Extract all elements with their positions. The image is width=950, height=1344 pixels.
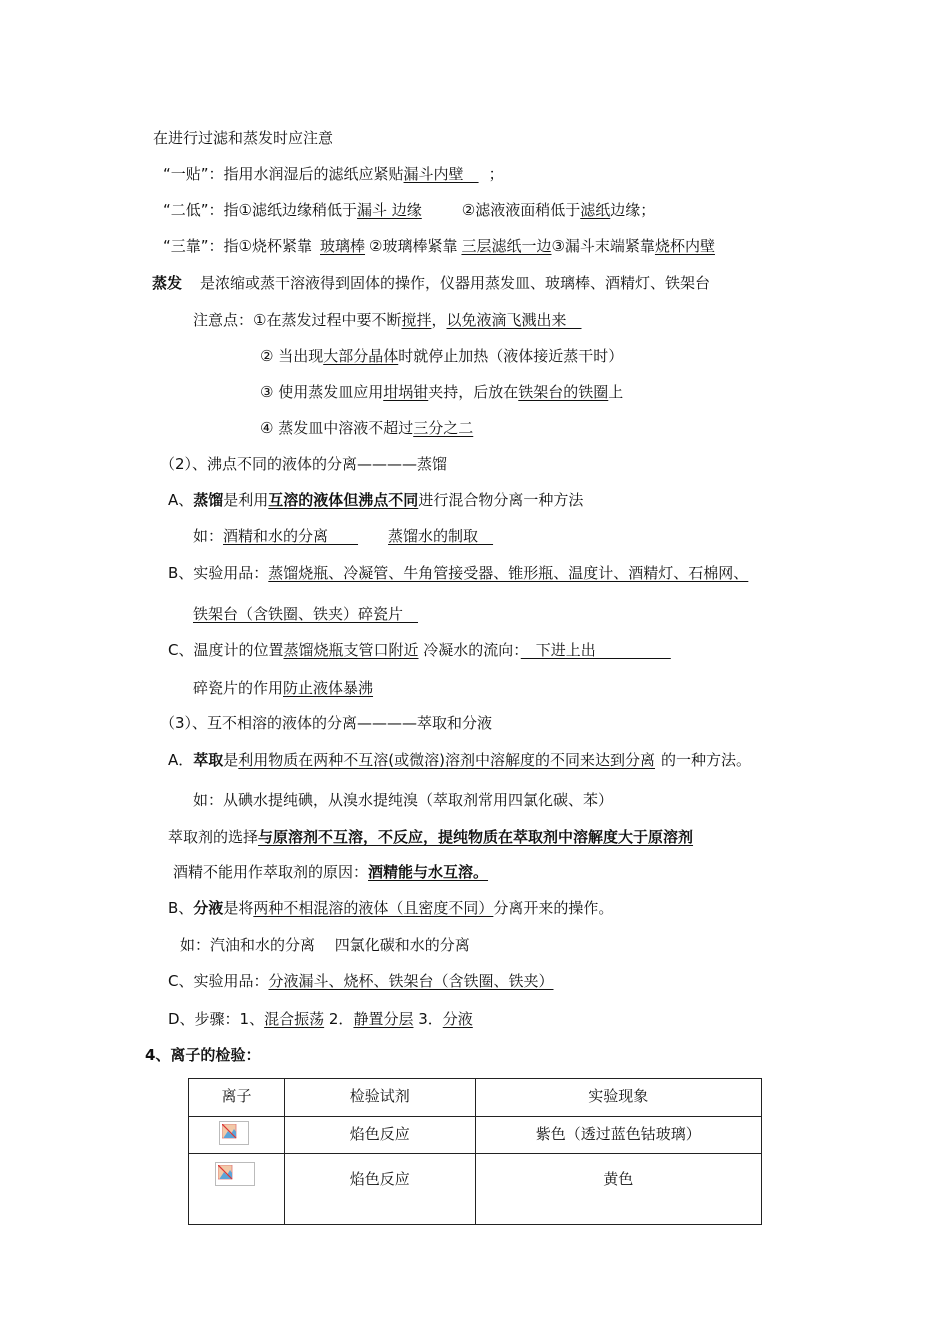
evap-note-2 <box>260 346 623 366</box>
distill-c-answer-1: 蒸馏烧瓶支管口附近 <box>283 641 419 659</box>
sankao-mid-1: ②玻璃棒紧靠 <box>369 237 458 255</box>
evap-note-2-answer: 大部分晶体 <box>323 347 399 365</box>
extract-choice-prefix: 萃取剂的选择 <box>168 828 259 846</box>
evap-note-1-answer-2: 以免液滴飞溅出来 <box>446 311 582 329</box>
distill-c-prefix: C、温度计的位置 <box>168 641 284 659</box>
distill-c-mid: 冷凝水的流向： <box>418 641 521 659</box>
distill-term: 蒸馏 <box>193 491 224 509</box>
distill-b2 <box>193 604 418 624</box>
yitie-prefix: “一贴”：指用水润湿后的滤纸应紧贴 <box>163 165 404 183</box>
extract-a <box>168 750 751 770</box>
extract-d-answer-1: 混合振荡 <box>264 1010 325 1028</box>
distill-c2 <box>193 678 373 698</box>
evap-note-2-suffix: 时就停止加热（液体接近蒸干时） <box>398 347 624 365</box>
broken-image-icon <box>215 1162 255 1186</box>
separation-term: 分液 <box>193 899 224 917</box>
erdi-mid: ②滤液液面稍低于 <box>461 201 581 219</box>
evap-note-1 <box>193 310 582 330</box>
evap-note-3-answer-1: 坩埚钳 <box>383 383 429 401</box>
sankao-answer-2: 三层滤纸一边 <box>461 237 552 255</box>
erdi-answer-2: 滤纸 <box>580 201 611 219</box>
ions-heading: 4、离子的检验： <box>145 1046 261 1064</box>
extract-b-suffix: 分离开来的操作。 <box>493 899 614 917</box>
distill-c2-answer: 防止液体暴沸 <box>283 679 374 697</box>
extract-b-prefix: B、 <box>168 899 194 917</box>
erdi-prefix: “二低”：指①滤纸边缘稍低于 <box>163 201 357 219</box>
extract-c-answer: 分液漏斗、烧杯、铁架台（含铁圈、铁夹） <box>268 972 554 990</box>
broken-image-icon <box>219 1121 249 1145</box>
distill-heading: （2）、沸点不同的液体的分离————蒸馏 <box>160 455 448 473</box>
extract-example: 如：从碘水提纯碘，从溴水提纯溴（萃取剂常用四氯化碳、苯） <box>193 791 614 809</box>
extract-example-2: 如：汽油和水的分离 四氯化碳和水的分离 <box>180 936 470 954</box>
extract-a-answer: 利用物质在两种不互溶(或微溶)溶剂中溶解度的不同来达到分离 <box>238 751 656 769</box>
evap-note-2-prefix: ② 当出现 <box>260 347 324 365</box>
distill-example-1: 酒精和水的分离 <box>223 527 359 545</box>
distill-b-prefix: B、实验用品： <box>168 564 269 582</box>
evap-note-3 <box>260 382 623 402</box>
distill-example-2: 蒸馏水的制取 <box>388 527 494 545</box>
ion-cell <box>189 1117 285 1154</box>
extract-d-answer-2: 静置分层 <box>353 1010 414 1028</box>
evap-line <box>152 273 710 293</box>
extract-c <box>168 971 554 991</box>
extract-choice <box>168 827 693 847</box>
sankao-line <box>163 236 715 256</box>
phenomenon-cell: 紫色（透过蓝色钴玻璃） <box>475 1117 761 1154</box>
filter-heading: 在进行过滤和蒸发时应注意 <box>153 129 334 147</box>
distill-c2-prefix: 碎瓷片的作用 <box>193 679 284 697</box>
extract-alcohol-answer: 酒精能与水互溶。 <box>368 863 489 881</box>
distill-a-prefix: A、 <box>168 491 194 509</box>
table-row <box>189 1154 762 1225</box>
distill-a-answer: 互溶的液体但沸点不同 <box>268 491 419 509</box>
distill-a <box>168 490 583 510</box>
extract-alcohol <box>173 862 488 882</box>
sankao-mid-2: ③漏斗末端紧靠 <box>551 237 655 255</box>
evap-note-3-prefix: ③ 使用蒸发皿应用 <box>260 383 384 401</box>
yitie-line <box>163 164 504 184</box>
extract-a-prefix: A． <box>168 751 194 769</box>
header-reagent: 检验试剂 <box>284 1079 475 1117</box>
erdi-suffix: 边缘； <box>610 201 656 219</box>
distill-example <box>193 526 493 546</box>
evap-note-4 <box>260 418 473 438</box>
distill-b-answer-1: 蒸馏烧瓶、冷凝管、牛角管接受器、锥形瓶、温度计、酒精灯、石棉网、 <box>268 564 749 582</box>
reagent-cell: 焰色反应 <box>284 1154 475 1225</box>
ion-cell <box>189 1154 285 1225</box>
distill-a-suffix: 进行混合物分离一种方法 <box>418 491 584 509</box>
distill-a-mid: 是利用 <box>223 491 269 509</box>
evap-term: 蒸发 <box>152 274 183 292</box>
evap-def: 是浓缩或蒸干溶液得到固体的操作，仪器用蒸发皿、玻璃棒、酒精灯、铁架台 <box>200 274 711 292</box>
extract-d-mid-1: 2． <box>324 1010 354 1028</box>
erdi-answer-1: 漏斗 边缘 <box>357 201 422 219</box>
distill-b1 <box>168 563 748 583</box>
erdi-line <box>163 200 655 220</box>
evap-note-3-answer-2: 铁架台的铁圈 <box>518 383 609 401</box>
reagent-cell: 焰色反应 <box>284 1117 475 1154</box>
phenomenon-cell: 黄色 <box>475 1154 761 1225</box>
yitie-answer: 漏斗内壁 <box>403 165 479 183</box>
extract-a-mid: 是 <box>223 751 239 769</box>
header-phenomenon: 实验现象 <box>475 1079 761 1117</box>
yitie-suffix: ； <box>488 165 504 183</box>
extract-c-prefix: C、实验用品： <box>168 972 269 990</box>
extract-b <box>168 898 613 918</box>
evap-note-4-answer: 三分之二 <box>413 419 474 437</box>
extract-b-mid: 是将 <box>223 899 254 917</box>
extract-d-mid-2: 3． <box>413 1010 443 1028</box>
extract-a-suffix: 的一种方法。 <box>661 751 752 769</box>
sankao-answer-1: 玻璃棒 <box>320 237 366 255</box>
evap-note-1-answer-1: 搅拌 <box>401 311 432 329</box>
distill-c1 <box>168 640 671 660</box>
sankao-prefix: “三靠”：指①烧杯紧靠 <box>163 237 312 255</box>
evap-note-3-mid: 夹持，后放在 <box>428 383 519 401</box>
evap-note-3-suffix: 上 <box>608 383 624 401</box>
extract-d-prefix: D、步骤：1、 <box>168 1010 265 1028</box>
extract-choice-answer: 与原溶剂不互溶，不反应，提纯物质在萃取剂中溶解度大于原溶剂 <box>258 828 694 846</box>
extract-alcohol-prefix: 酒精不能用作萃取剂的原因： <box>173 863 369 881</box>
extract-d <box>168 1009 473 1029</box>
ion-test-table <box>188 1078 762 1225</box>
evap-note-4-prefix: ④ 蒸发皿中溶液不超过 <box>260 419 414 437</box>
sankao-answer-3: 烧杯内壁 <box>654 237 715 255</box>
extract-b-answer: 两种不相混溶的液体（且密度不同） <box>253 899 494 917</box>
extract-d-answer-3: 分液 <box>442 1010 473 1028</box>
distill-example-prefix: 如： <box>193 527 224 545</box>
evap-note-1-prefix: 注意点：①在蒸发过程中要不断 <box>193 311 402 329</box>
distill-b-answer-2: 铁架台（含铁圈、铁夹）碎瓷片 <box>193 605 419 623</box>
table-header-row <box>189 1079 762 1117</box>
header-ion: 离子 <box>189 1079 285 1117</box>
distill-c-answer-2: 下进上出 <box>520 641 671 659</box>
extract-heading: （3）、互不相溶的液体的分离————萃取和分液 <box>160 714 493 732</box>
extract-term: 萃取 <box>193 751 224 769</box>
evap-note-1-mid: ， <box>431 311 447 329</box>
table-row <box>189 1117 762 1154</box>
